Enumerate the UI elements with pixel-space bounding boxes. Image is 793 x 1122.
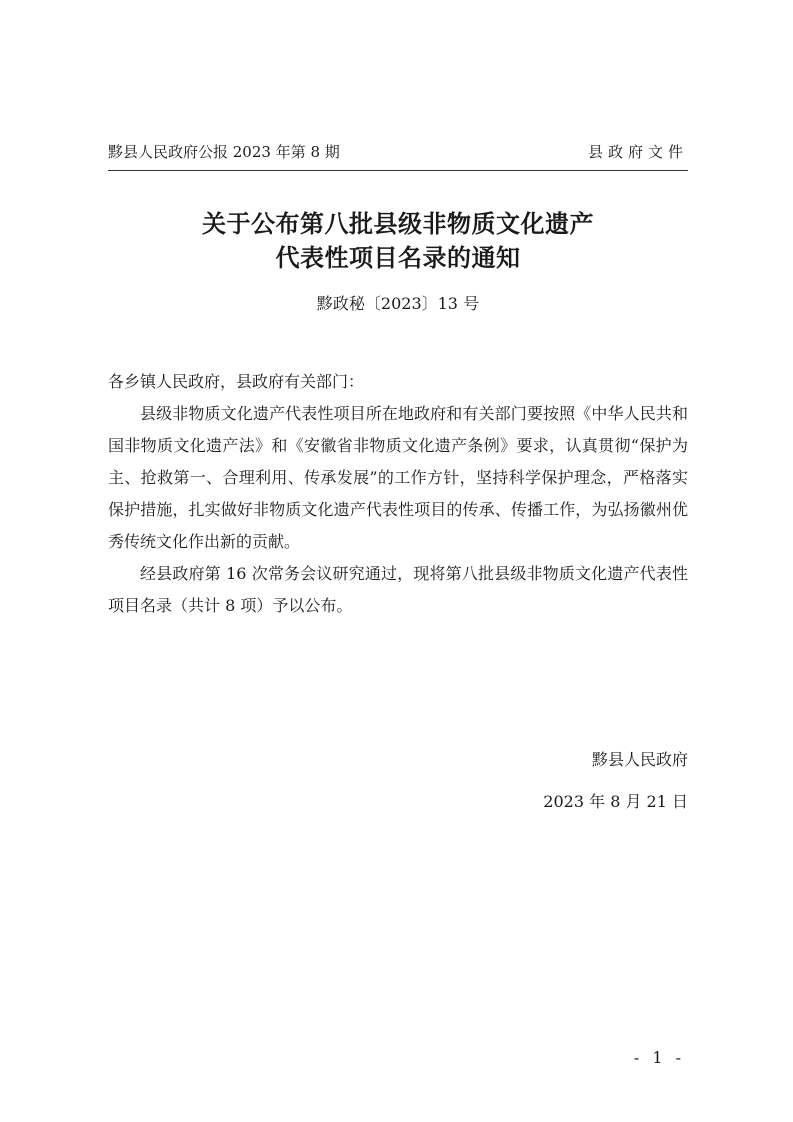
salutation: 各乡镇人民政府，县政府有关部门： xyxy=(108,372,365,391)
gazette-issue-label: 黟县人民政府公报 2023 年第 8 期 xyxy=(108,143,340,161)
notice-title-line-2: 代表性项目名录的通知 xyxy=(275,243,521,272)
running-header xyxy=(108,138,688,166)
body-paragraph: 县级非物质文化遗产代表性项目所在地政府和有关部门要按照《中华人民共和国非物质文化遗产法》和《安徽省非物质文化遗产条例》要求，认真贯彻“保护为主、抢救第一、合理利用、传承发展”的工作方针，坚持科学保护理念，严格落实保护措施，扎实做好非物质文化遗产代表性项目的传承、传播工作，为弘扬徽州优秀传统文化作出新的贡献。 xyxy=(108,404,688,551)
section-label: 县政府文件 xyxy=(587,143,688,161)
notice-body xyxy=(108,366,688,622)
header-divider xyxy=(108,170,688,171)
notice-title xyxy=(108,207,688,275)
notice-title-line-1: 关于公布第八批县级非物质文化遗产 xyxy=(202,209,594,238)
issuer-signature: 黟县人民政府 xyxy=(591,750,688,769)
issue-date: 2023 年 8 月 21 日 xyxy=(543,792,688,811)
document-number: 黟政秘〔2023〕13 号 xyxy=(316,294,480,313)
page-number: - 1 - xyxy=(633,1048,685,1067)
body-paragraph: 经县政府第 16 次常务会议研究通过，现将第八批县级非物质文化遗产代表性项目名录（共计 8 项）予以公布。 xyxy=(108,564,688,615)
